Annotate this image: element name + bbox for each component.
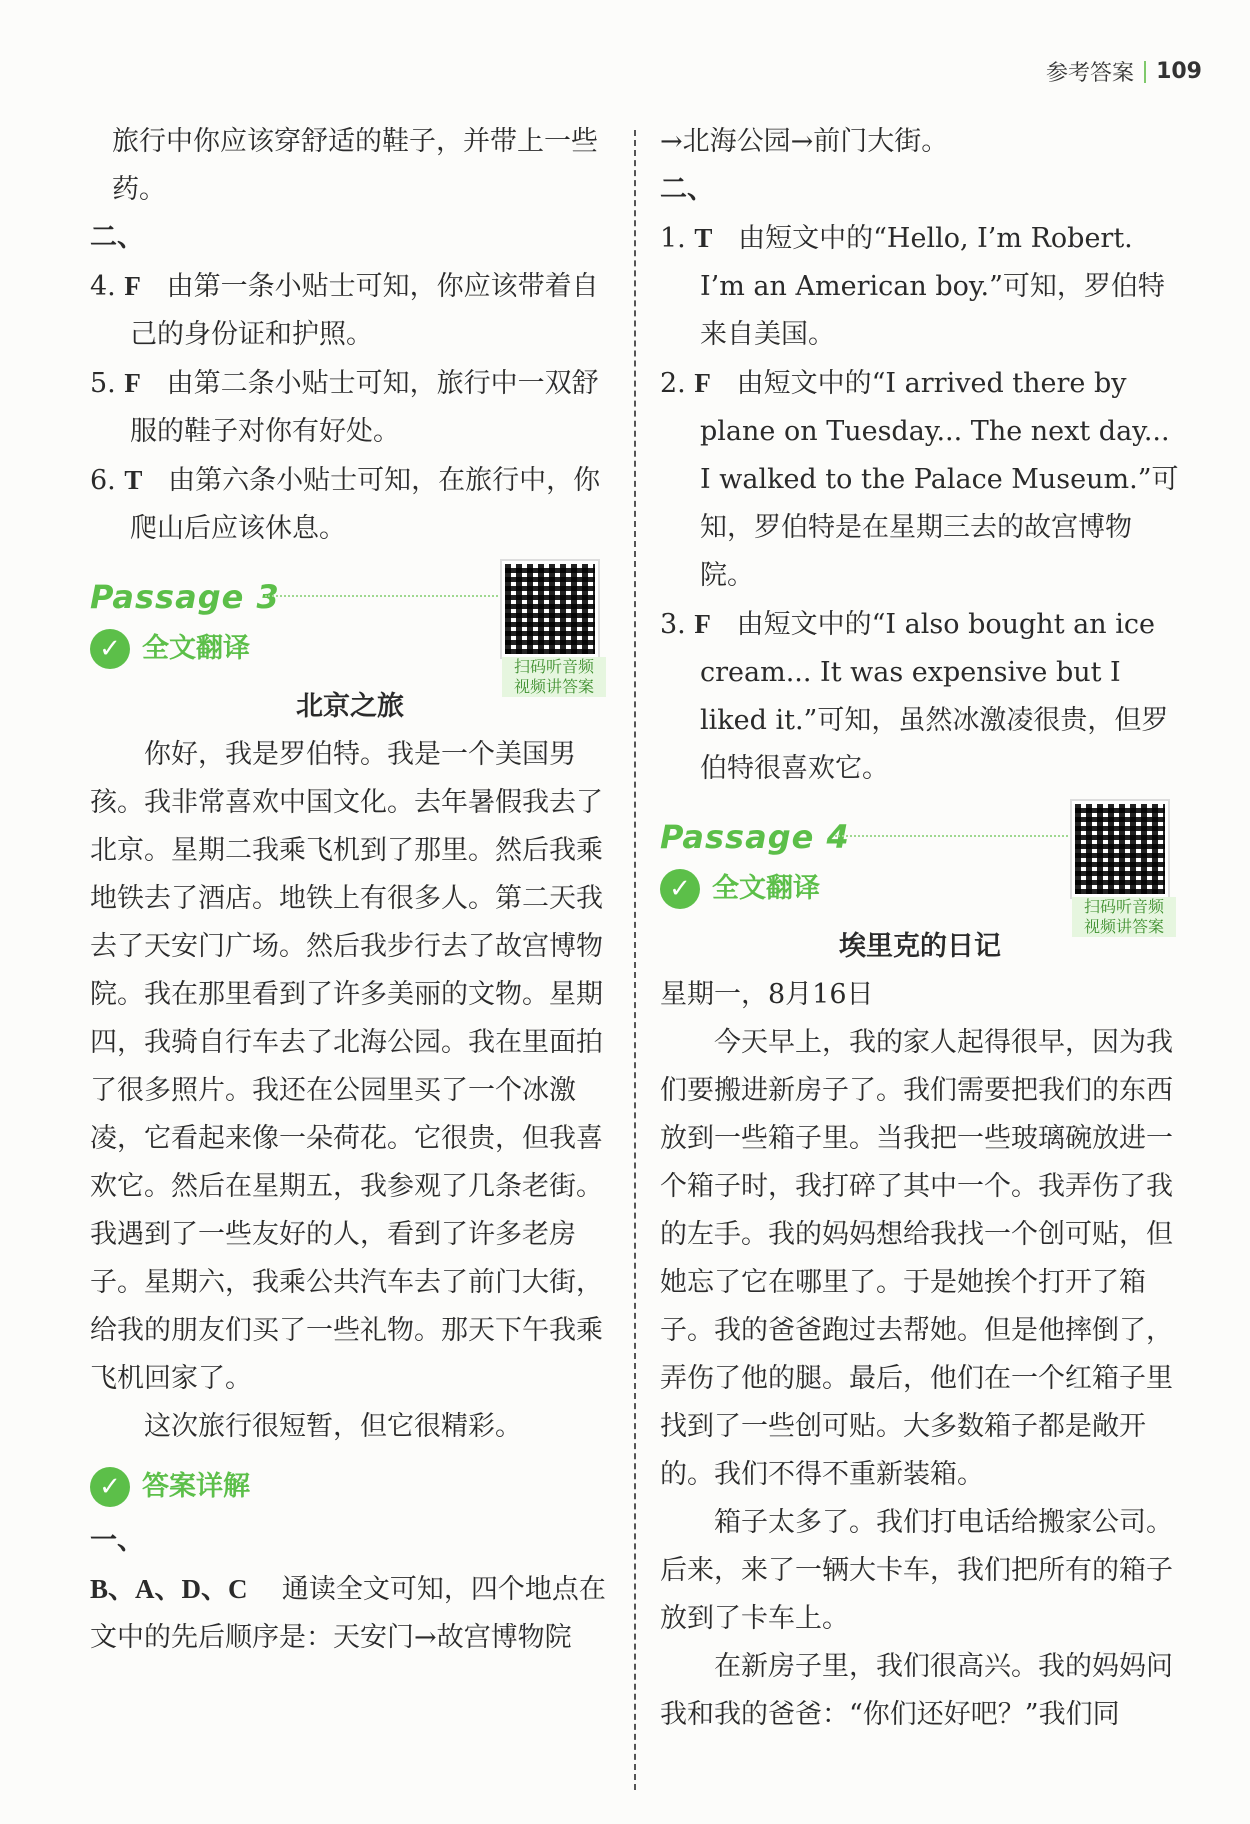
passage-title: Passage 3 xyxy=(90,578,280,616)
right-column xyxy=(660,118,1180,1739)
qr-code-icon[interactable] xyxy=(502,561,598,657)
explain-label: 答案详解 xyxy=(142,1471,250,1502)
qr-caption: 扫码听音频 视频讲答案 xyxy=(502,657,606,697)
section-label: 一、 xyxy=(90,1525,144,1556)
translation-label: 全文翻译 xyxy=(712,873,820,904)
continued-text: 旅行中你应该穿舒适的鞋子，并带上一些药。 xyxy=(112,126,598,205)
passage-title: Passage 4 xyxy=(660,818,850,856)
translation-label: 全文翻译 xyxy=(142,633,250,664)
qr-code-icon[interactable] xyxy=(1072,801,1168,897)
section-label: 二、 xyxy=(90,222,144,253)
check-icon: ✓ xyxy=(90,629,130,669)
answer-item: 6. T 由第六条小贴士可知，在旅行中，你爬山后应该休息。 xyxy=(90,465,601,544)
check-icon: ✓ xyxy=(660,869,700,909)
article-paragraph: 今天早上，我的家人起得很早，因为我们要搬进新房子了。我们需要把我们的东西放到一些箱子里。当我把一些玻璃碗放进一个箱子时，我打碎了其中一个。我弄伤了我的左手。我的妈妈想给我找一个创可贴，但她忘了它在哪里了。于是她挨个打开了箱子。我的爸爸跑过去帮她。但是他摔倒了，弄伤了他的腿。最后，他们在一个红箱子里找到了一些创可贴。大多数箱子都是敞开的。我们不得不重新装箱。 xyxy=(660,1027,1173,1490)
answer-item: 1. T 由短文中的“Hello, I’m Robert. I’m an American boy.”可知，罗伯特来自美国。 xyxy=(660,223,1165,350)
qr-caption: 扫码听音频 视频讲答案 xyxy=(1072,897,1176,937)
left-column xyxy=(90,118,610,1662)
header-separator xyxy=(1144,61,1146,83)
passage-4-header xyxy=(660,801,1180,936)
check-icon: ✓ xyxy=(90,1467,130,1507)
header-label: 参考答案 xyxy=(1046,61,1135,86)
passage-3-header xyxy=(90,561,610,696)
article-title: 北京之旅 xyxy=(296,691,404,722)
column-divider xyxy=(634,130,636,1790)
article-paragraph: 这次旅行很短暂，但它很精彩。 xyxy=(144,1411,522,1442)
page-header xyxy=(1046,56,1202,87)
article-paragraph: 在新房子里，我们很高兴。我的妈妈问我和我的爸爸：“你们还好吧？”我们同 xyxy=(660,1651,1173,1730)
answer-item: 4. F 由第一条小贴士可知，你应该带着自己的身份证和护照。 xyxy=(90,271,599,350)
date-line: 星期一，8月16日 xyxy=(660,979,874,1010)
explain-badge xyxy=(90,1457,610,1517)
continued-text: →北海公园→前门大街。 xyxy=(660,126,949,157)
section-label: 二、 xyxy=(660,174,714,205)
answer-item: 5. F 由第二条小贴士可知，旅行中一双舒服的鞋子对你有好处。 xyxy=(90,368,599,447)
page-number: 109 xyxy=(1156,59,1202,84)
answer-item: 3. F 由短文中的“I also bought an ice cream... It was expensive but I liked it.”可知，虽然冰激凌很贵，但罗伯特很喜欢它。 xyxy=(660,609,1169,784)
article-paragraph: 箱子太多了。我们打电话给搬家公司。后来，来了一辆大卡车，我们把所有的箱子放到了卡车上。 xyxy=(660,1507,1173,1634)
article-title: 埃里克的日记 xyxy=(839,931,1001,962)
answer-item: B、A、D、C 通读全文可知，四个地点在文中的先后顺序是：天安门→故宫博物院 xyxy=(90,1574,606,1653)
article-paragraph: 你好，我是罗伯特。我是一个美国男孩。我非常喜欢中国文化。去年暑假我去了北京。星期二我乘飞机到了那里。然后我乘地铁去了酒店。地铁上有很多人。第二天我去了天安门广场。然后我步行去了故宫博物院。我在那里看到了许多美丽的文物。星期四，我骑自行车去了北海公园。我在里面拍了很多照片。我还在公园里买了一个冰激凌，它看起来像一朵荷花。它很贵，但我喜欢它。然后在星期五，我参观了几条老街。我遇到了一些友好的人，看到了许多老房子。星期六，我乘公共汽车去了前门大街，给我的朋友们买了一些礼物。那天下午我乘飞机回家了。 xyxy=(90,739,603,1394)
answer-item: 2. F 由短文中的“I arrived there by plane on Tuesday... The next day... I walked to the Palace Museum.”可知，罗伯特是在星期三去的故宫博物院。 xyxy=(660,368,1179,591)
